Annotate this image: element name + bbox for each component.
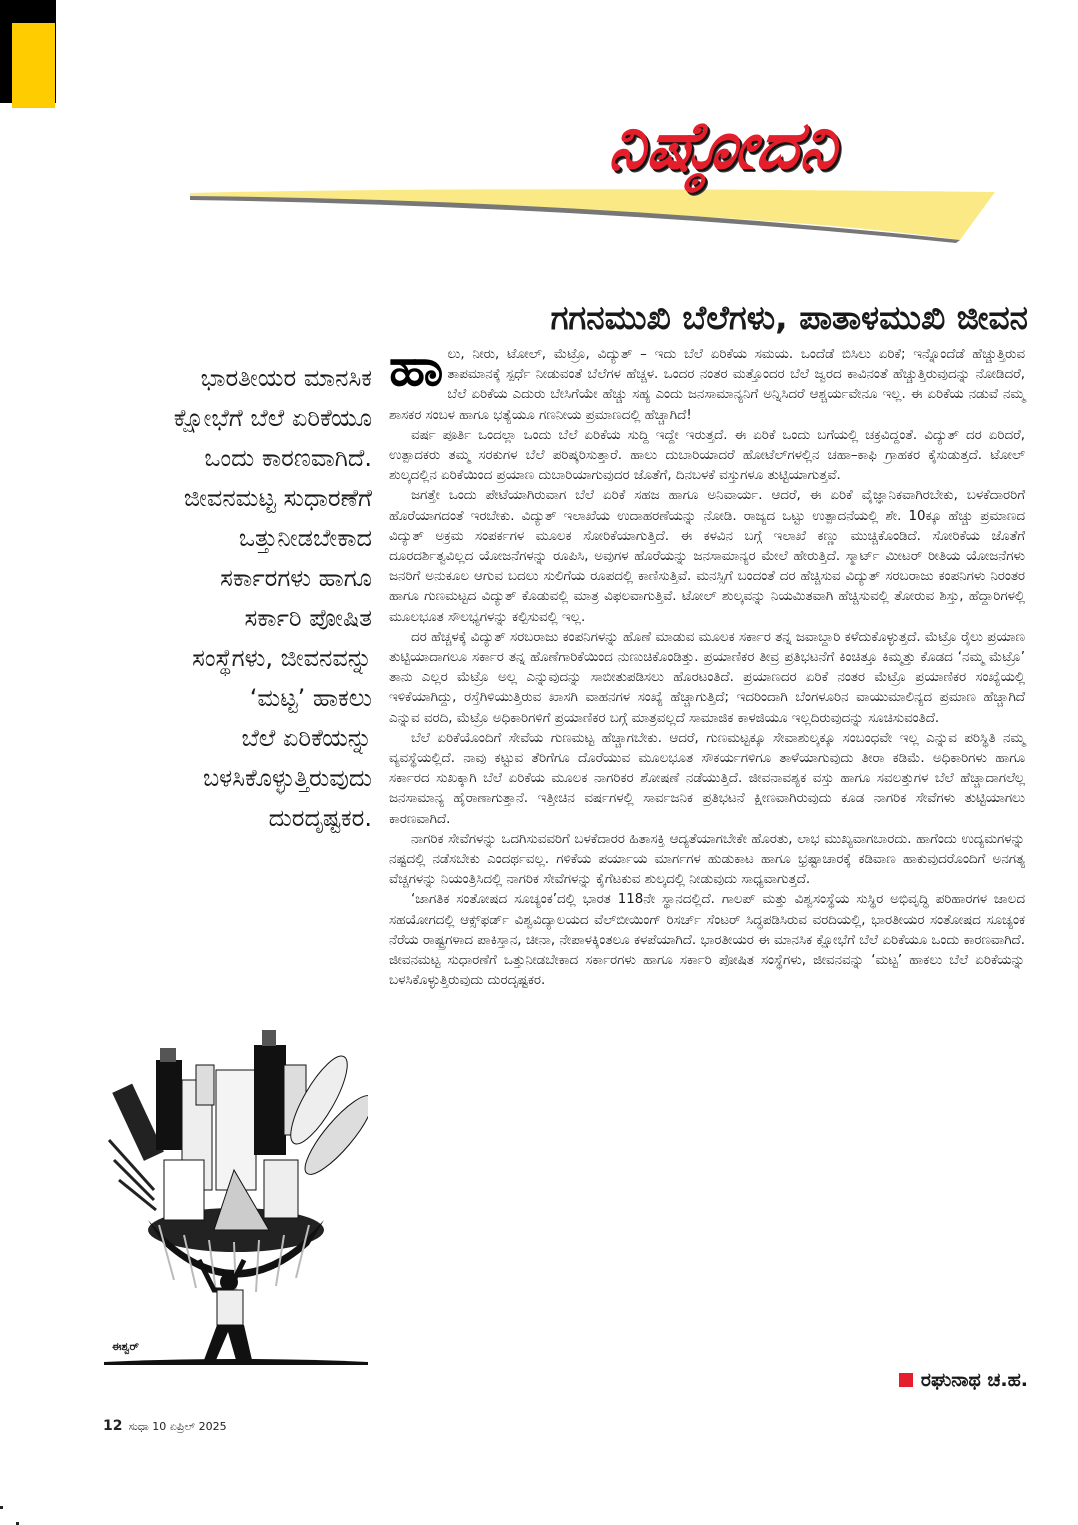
article-paragraph: ನಾಗರಿಕ ಸೇವೆಗಳನ್ನು ಒದಗಿಸುವವರಿಗೆ ಬಳಕೆದಾರರ ಹಿತಾಸಕ್ತಿ ಆದ್ಯತೆಯಾಗಬೇಕೇ ಹೊರತು, ಲಾಭ ಮುಖ್ಯವಾಗಬಾರದು. ಹಾಗೆಂದು ಉದ್ಯಮಗಳನ್ನು ನಷ್ಟದಲ್ಲಿ ನಡೆಸಬೇಕು ಎಂದರ್ಥವಲ್ಲ. ಗಳಿಕೆಯ ಪರ್ಯಾಯ ಮಾರ್ಗಗಳ ಹುಡುಕಾಟ ಹಾಗೂ ಭ್ರಷ್ಟಾಚಾರಕ್ಕೆ ಕಡಿವಾಣ ಹಾಕುವುದರೊಂದಿಗೆ ಅನಗತ್ಯ ವೆಚ್ಚಗಳನ್ನು ನಿಯಂತ್ರಿಸಿದಲ್ಲಿ ನಾಗರಿಕ ಸೇವೆಗಳನ್ನು ಕೈಗೆಟಕುವ ಶುಲ್ಕದಲ್ಲಿ ನೀಡುವುದು ಸಾಧ್ಯವಾಗುತ್ತದೆ. bbox=[389, 831, 1025, 888]
pull-quote-line: ಕ್ಷೋಭೆಗೆ ಬೆಲೆ ಏರಿಕೆಯೂ bbox=[173, 404, 372, 432]
pull-quote-line: ಒತ್ತುನೀಡಬೇಕಾದ bbox=[238, 524, 372, 552]
author-name: ರಘುನಾಥ ಚ.ಹ. bbox=[920, 1369, 1028, 1391]
corner-yellow-block bbox=[12, 23, 55, 108]
pull-quote-line: ಒಂದು ಕಾರಣವಾಗಿದೆ. bbox=[204, 444, 372, 472]
logo-swoosh bbox=[190, 100, 1010, 250]
pull-quote-line: ‘ಮಟ್ಟ’ ಹಾಕಲು bbox=[249, 684, 372, 712]
article-paragraph: ದರ ಹೆಚ್ಚಳಕ್ಕೆ ವಿದ್ಯುತ್ ಸರಬರಾಜು ಕಂಪನಿಗಳನ್ನು ಹೊಣೆ ಮಾಡುವ ಮೂಲಕ ಸರ್ಕಾರ ತನ್ನ ಜವಾಬ್ದಾರಿ ಕಳೆದುಕೊಳ್ಳುತ್ತದೆ. ಮೆಟ್ರೊ ರೈಲು ಪ್ರಯಾಣ ತುಟ್ಟಿಯಾದಾಗಲೂ ಸರ್ಕಾರ ತನ್ನ ಹೊಣೆಗಾರಿಕೆಯಿಂದ ನುಣುಚಿಕೊಂಡಿತ್ತು. ಪ್ರಯಾಣಿಕರ ತೀವ್ರ ಪ್ರತಿಭಟನೆಗೆ ಕಿಂಚಿತ್ತೂ ಕಿಮ್ಮತ್ತು ಕೊಡದ ‘ನಮ್ಮ ಮೆಟ್ರೊ’ ತಾನು ಎಲ್ಲರ ಮೆಟ್ರೊ ಅಲ್ಲ ಎನ್ನುವುದನ್ನು ಸಾಬೀತುಪಡಿಸಲು ಹೊರಟಂತಿದೆ. ಪ್ರಯಾಣದರ ಏರಿಕೆ ನಂತರ ಮೆಟ್ರೊ ಪ್ರಯಾಣಿಕರ ಸಂಖ್ಯೆಯಲ್ಲಿ ಇಳಿಕೆಯಾಗಿದ್ದು, ರಸ್ತೆಗಿಳಿಯುತ್ತಿರುವ ಖಾಸಗಿ ವಾಹನಗಳ ಸಂಖ್ಯೆ ಹೆಚ್ಚಾಗುತ್ತಿದೆ; ಇದರಿಂದಾಗಿ ಬೆಂಗಳೂರಿನ ವಾಯುಮಾಲಿನ್ಯದ ಪ್ರಮಾಣ ಹೆಚ್ಚಾಗಿದೆ ಎನ್ನುವ ವರದಿ, ಮೆಟ್ರೊ ಅಧಿಕಾರಿಗಳಿಗೆ ಪ್ರಯಾಣಿಕರ ಬಗ್ಗೆ ಮಾತ್ರವಲ್ಲದೆ ಸಾಮಾಜಿಕ ಕಾಳಜಿಯೂ ಇಲ್ಲದಿರುವುದನ್ನು ಸೂಚಿಸುವಂತಿದೆ. bbox=[389, 629, 1025, 726]
page-number: 12 bbox=[103, 1418, 123, 1434]
article-paragraph: ವರ್ಷ ಪೂರ್ತಿ ಒಂದಲ್ಲಾ ಒಂದು ಬೆಲೆ ಏರಿಕೆಯ ಸುದ್ದಿ ಇದ್ದೇ ಇರುತ್ತದೆ. ಈ ಏರಿಕೆ ಒಂದು ಬಗೆಯಲ್ಲಿ ಚಕ್ರವಿದ್ದಂತೆ. ವಿದ್ಯುತ್ ದರ ಏರಿದರೆ, ಉತ್ಪಾದಕರು ತಮ್ಮ ಸರಕುಗಳ ಬೆಲೆ ಪರಿಷ್ಕರಿಸುತ್ತಾರೆ. ಹಾಲು ದುಬಾರಿಯಾದರೆ ಹೋಟೆಲ್‌ಗಳಲ್ಲಿನ ಚಹಾ–ಕಾಫಿ ಗ್ರಾಹಕರ ಕೈಸುಡುತ್ತದೆ. ಟೋಲ್ ಶುಲ್ಕದಲ್ಲಿನ ಏರಿಕೆಯಿಂದ ಪ್ರಯಾಣ ದುಬಾರಿಯಾಗುವುದರ ಜೊತೆಗೆ, ದಿನಬಳಕೆ ವಸ್ತುಗಳೂ ತುಟ್ಟಿಯಾಗುತ್ತವೆ. bbox=[389, 427, 1025, 484]
pull-quote-line: ಬೆಲೆ ಏರಿಕೆಯನ್ನು bbox=[241, 724, 372, 752]
drop-cap: ಹಾ bbox=[389, 338, 444, 398]
article-body bbox=[389, 338, 1025, 992]
ground-line bbox=[104, 1359, 368, 1365]
pull-quote-line: ಸರ್ಕಾರಗಳು ಹಾಗೂ bbox=[220, 564, 372, 592]
article-paragraph bbox=[389, 338, 1025, 426]
cartoonist-signature: ಈಶ್ವರ್ bbox=[112, 1340, 139, 1353]
article-paragraph: ಜಗತ್ತೇ ಒಂದು ಪೇಟೆಯಾಗಿರುವಾಗ ಬೆಲೆ ಏರಿಕೆ ಸಹಜ ಹಾಗೂ ಅನಿವಾರ್ಯ. ಆದರೆ, ಈ ಏರಿಕೆ ವೈಜ್ಞಾನಿಕವಾಗಿರಬೇಕು, ಬಳಕೆದಾರರಿಗೆ ಹೊರೆಯಾಗದಂತೆ ಇರಬೇಕು. ವಿದ್ಯುತ್ ಇಲಾಖೆಯ ಉದಾಹರಣೆಯನ್ನು ನೋಡಿ. ರಾಜ್ಯದ ಒಟ್ಟು ಉತ್ಪಾದನೆಯಲ್ಲಿ ಶೇ. 10ಕ್ಕೂ ಹೆಚ್ಚು ಪ್ರಮಾಣದ ವಿದ್ಯುತ್ ಅಕ್ರಮ ಸಂಪರ್ಕಗಳ ಮೂಲಕ ಸೋರಿಕೆಯಾಗುತ್ತಿದೆ. ಈ ಕಳವಿನ ಬಗ್ಗೆ ಇಲಾಖೆ ಕಣ್ಣು ಮುಚ್ಚಿಕೊಂಡಿದೆ. ಸೋರಿಕೆಯ ಜೊತೆಗೆ ದೂರದರ್ಶಿತ್ವವಿಲ್ಲದ ಯೋಜನೆಗಳನ್ನು ರೂಪಿಸಿ, ಅವುಗಳ ಹೊರೆಯನ್ನು ಜನಸಾಮಾನ್ಯರ ಮೇಲೆ ಹೇರುತ್ತಿದೆ. ಸ್ಮಾರ್ಟ್ ಮೀಟರ್ ರೀತಿಯ ಯೋಜನೆಗಳು ಜನರಿಗೆ ಅನುಕೂಲ ಆಗುವ ಬದಲು ಸುಲಿಗೆಯ ರೂಪದಲ್ಲಿ ಕಾಣಿಸುತ್ತಿವೆ. ಮನಸ್ಸಿಗೆ ಬಂದಂತೆ ದರ ಹೆಚ್ಚಿಸುವ ವಿದ್ಯುತ್ ಸರಬರಾಜು ಕಂಪನಿಗಳು ನಿರಂತರ ಹಾಗೂ ಗುಣಮಟ್ಟದ ವಿದ್ಯುತ್ ಕೊಡುವಲ್ಲಿ ಮಾತ್ರ ವಿಫಲವಾಗುತ್ತಿವೆ. ಟೋಲ್ ಶುಲ್ಕವನ್ನು ನಿಯಮಿತವಾಗಿ ಹೆಚ್ಚಿಸುವಲ್ಲಿ ತೋರುವ ಶಿಸ್ತು, ಹೆದ್ದಾರಿಗಳಲ್ಲಿ ಮೂಲಭೂತ ಸೌಲಭ್ಯಗಳನ್ನು ಕಲ್ಪಿಸುವಲ್ಲಿ ಇಲ್ಲ. bbox=[389, 488, 1025, 625]
pull-quote-line: ಸಂಸ್ಥೆಗಳು, ಜೀವನವನ್ನು bbox=[192, 644, 372, 672]
grocery-basket-drawing bbox=[109, 1030, 368, 1295]
pull-quote bbox=[96, 358, 372, 838]
column-logo-text: ನಿಷ್ಠೋದನಿ bbox=[604, 106, 845, 184]
author-byline bbox=[800, 1369, 1028, 1391]
byline-square-icon bbox=[899, 1373, 913, 1387]
pull-quote-line: ಭಾರತೀಯರ ಮಾನಸಿಕ bbox=[200, 364, 372, 392]
cartoon-illustration bbox=[104, 1020, 368, 1365]
article-paragraph: ಬೆಲೆ ಏರಿಕೆಯೊಂದಿಗೆ ಸೇವೆಯ ಗುಣಮಟ್ಟ ಹೆಚ್ಚಾಗಬೇಕು. ಆದರೆ, ಗುಣಮಟ್ಟಕ್ಕೂ ಸೇವಾಶುಲ್ಕಕ್ಕೂ ಸಂಬಂಧವೇ ಇಲ್ಲ ಎನ್ನುವ ಪರಿಸ್ಥಿತಿ ನಮ್ಮ ವ್ಯವಸ್ಥೆಯಲ್ಲಿದೆ. ನಾವು ಕಟ್ಟುವ ತೆರಿಗೆಗೂ ದೊರೆಯುವ ಮೂಲಭೂತ ಸೌಕರ್ಯಗಳಿಗೂ ತಾಳೆಯಾಗುವುದು ತೀರಾ ಕಡಿಮೆ. ಅಧಿಕಾರಿಗಳು ಹಾಗೂ ಸರ್ಕಾರದ ಸುಖಕ್ಕಾಗಿ ಬೆಲೆ ಏರಿಕೆಯ ಮೂಲಕ ನಾಗರಿಕರ ಶೋಷಣೆ ನಡೆಯುತ್ತಿದೆ. ಜೀವನಾವಶ್ಯಕ ವಸ್ತು ಹಾಗೂ ಸವಲತ್ತುಗಳ ಬೆಲೆ ಹೆಚ್ಚಾದಾಗಲೆಲ್ಲ ಜನಸಾಮಾನ್ಯ ಹೈರಾಣಾಗುತ್ತಾನೆ. ಇತ್ತೀಚಿನ ವರ್ಷಗಳಲ್ಲಿ ಸಾರ್ವಜನಿಕ ಪ್ರತಿಭಟನೆ ಕ್ಷೀಣವಾಗಿರುವುದು ಕೂಡ ನಾಗರಿಕ ಸೇವೆಗಳು ತುಟ್ಟಿಯಾಗಲು ಕಾರಣವಾಗಿದೆ. bbox=[389, 730, 1025, 827]
article-headline: ಗಗನಮುಖಿ ಬೆಲೆಗಳು, ಪಾತಾಳಮುಖಿ ಜೀವನ bbox=[550, 298, 1028, 337]
paragraph-text: ಲು, ನೀರು, ಟೋಲ್, ಮೆಟ್ರೊ, ವಿದ್ಯುತ್ – ಇದು ಬೆಲೆ ಏರಿಕೆಯ ಸಮಯ. ಒಂದೆಡೆ ಬಿಸಿಲು ಏರಿಕೆ; ಇನ್ನೊಂದೆಡೆ ಹೆಚ್ಚುತ್ತಿರುವ ತಾಪಮಾನಕ್ಕೆ ಸ್ಪರ್ಧೆ ನೀಡುವಂತೆ ಬೆಲೆಗಳ ಹೆಚ್ಚಳ. ಒಂದರ ನಂತರ ಮತ್ತೊಂದರ ಬೆಲೆ ಜ್ವರದ ಕಾವಿನಂತೆ ಹೆಚ್ಚುತ್ತಿರುವುದನ್ನು ನೋಡಿದರೆ, ಬೆಲೆ ಏರಿಕೆಯ ಎದುರು ಬೇಸಿಗೆಯೇ ಹೆಚ್ಚು ಸಹ್ಯ ಎಂದು ಜನಸಾಮಾನ್ಯನಿಗೆ ಅನ್ನಿಸಿದರೆ ಆಶ್ಚರ್ಯವೇನೂ ಇಲ್ಲ. ಈ ಏರಿಕೆಯ ನಡುವೆ ನಮ್ಮ ಶಾಸಕರ ಸಂಬಳ ಹಾಗೂ ಭತ್ಯೆಯೂ ಗಣನೀಯ ಪ್ರಮಾಣದಲ್ಲಿ ಹೆಚ್ಚಾಗಿದೆ! bbox=[389, 347, 1025, 423]
page-footer bbox=[103, 1418, 227, 1434]
pull-quote-line: ಸರ್ಕಾರಿ ಪೋಷಿತ bbox=[244, 604, 372, 632]
pull-quote-line: ಜೀವನಮಟ್ಟ ಸುಧಾರಣೆಗೆ bbox=[183, 484, 372, 512]
pull-quote-line: ದುರದೃಷ್ಟಕರ. bbox=[268, 804, 372, 832]
publication-date: ಸುಧಾ 10 ಏಪ್ರಿಲ್ 2025 bbox=[128, 1420, 227, 1433]
column-logo bbox=[190, 100, 1010, 250]
pull-quote-line: ಬಳಸಿಕೊಳ್ಳುತ್ತಿರುವುದು bbox=[202, 764, 372, 792]
crop-mark bbox=[0, 1506, 3, 1509]
article-paragraph: ‘ಜಾಗತಿಕ ಸಂತೋಷದ ಸೂಚ್ಯಂಕ’ದಲ್ಲಿ ಭಾರತ 118ನೇ ಸ್ಥಾನದಲ್ಲಿದೆ. ಗಾಲಪ್ ಮತ್ತು ವಿಶ್ವಸಂಸ್ಥೆಯ ಸುಸ್ಥಿರ ಅಭಿವೃದ್ಧಿ ಪರಿಹಾರಗಳ ಜಾಲದ ಸಹಯೋಗದಲ್ಲಿ ಆಕ್ಸ್‌ಫರ್ಡ್ ವಿಶ್ವವಿದ್ಯಾಲಯದ ವೆಲ್‌ಬೀಯಿಂಗ್ ರಿಸರ್ಚ್ ಸೆಂಟರ್ ಸಿದ್ಧಪಡಿಸಿರುವ ವರದಿಯಲ್ಲಿ, ಭಾರತೀಯರ ಸಂತೋಷದ ಸೂಚ್ಯಂಕ ನೆರೆಯ ರಾಷ್ಟ್ರಗಳಾದ ಪಾಕಿಸ್ತಾನ, ಚೀನಾ, ನೇಪಾಳಕ್ಕಿಂತಲೂ ಕಳಪೆಯಾಗಿದೆ. ಭಾರತೀಯರ ಈ ಮಾನಸಿಕ ಕ್ಷೋಭೆಗೆ ಬೆಲೆ ಏರಿಕೆಯೂ ಒಂದು ಕಾರಣವಾಗಿದೆ. ಜೀವನಮಟ್ಟ ಸುಧಾರಣೆಗೆ ಒತ್ತುನೀಡಬೇಕಾದ ಸರ್ಕಾರಗಳು ಹಾಗೂ ಸರ್ಕಾರಿ ಪೋಷಿತ ಸಂಸ್ಥೆಗಳು, ಜೀವನವನ್ನು ‘ಮಟ್ಟ’ ಹಾಕಲು ಬೆಲೆ ಏರಿಕೆಯನ್ನು ಬಳಸಿಕೊಳ್ಳುತ್ತಿರುವುದು ದುರದೃಷ್ಟಕರ. bbox=[389, 892, 1025, 989]
